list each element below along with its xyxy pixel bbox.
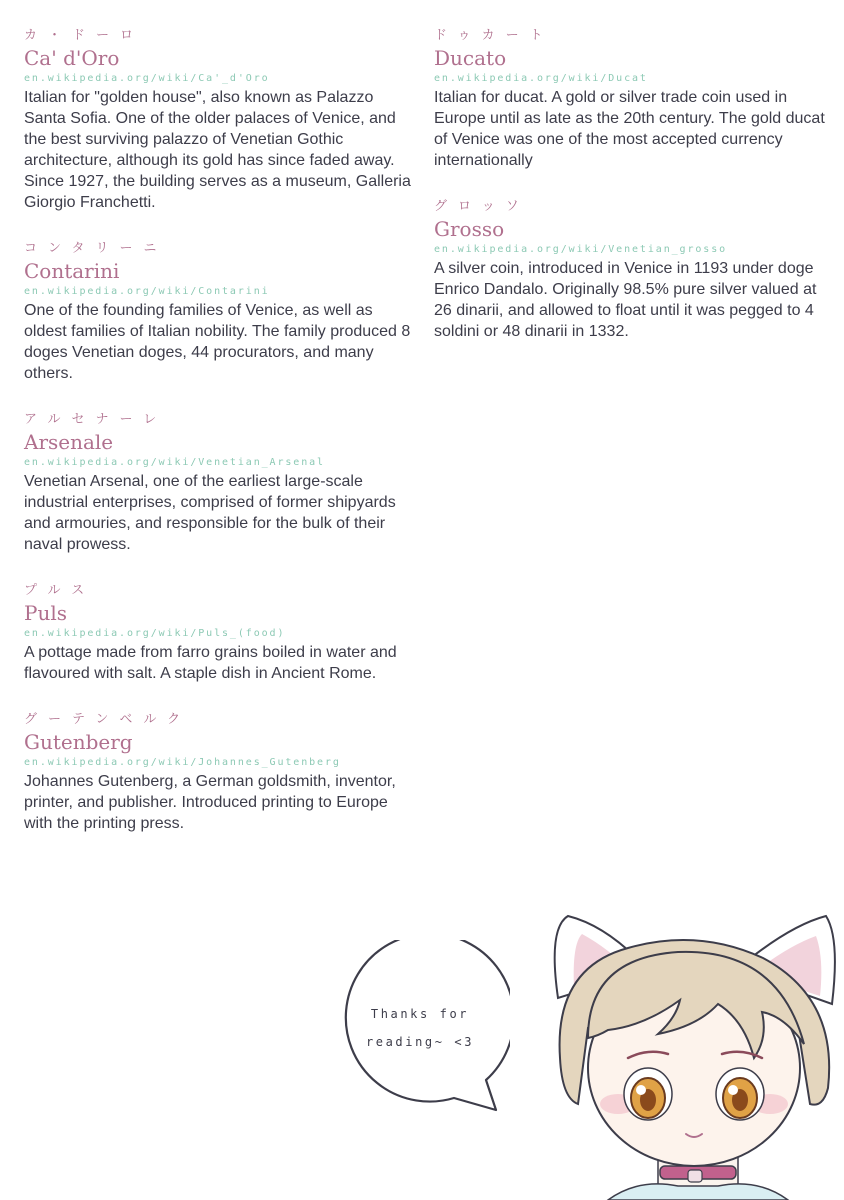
entry-kana: アルセナーレ	[24, 412, 168, 427]
entry-wiki-link[interactable]: en.wikipedia.org/wiki/Ducat	[434, 73, 648, 84]
entry-wiki-link[interactable]: en.wikipedia.org/wiki/Venetian_grosso	[434, 244, 728, 255]
entry-kana: ドゥカート	[434, 28, 554, 43]
entry-wiki-link[interactable]: en.wikipedia.org/wiki/Ca'_d'Oro	[24, 73, 270, 84]
entry-description: Venetian Arsenal, one of the earliest large-scale industrial enterprises, comprised of former shipyards and armouries, and responsible for the bulk of their naval prowess.	[24, 473, 396, 553]
glossary-entry	[24, 581, 416, 684]
entry-term: Contarini	[24, 259, 120, 283]
glossary-entry	[24, 26, 416, 213]
entry-description: A pottage made from farro grains boiled in water and flavoured with salt. A staple dish in Ancient Rome.	[24, 644, 397, 682]
entry-kana: グロッソ	[434, 199, 530, 214]
entry-description: A silver coin, introduced in Venice in 1193 under doge Enrico Dandalo. Originally 98.5% pure silver valued at 26 dinarii, and allowed to float until it was pegged to 4 soldini or 48 dinarii in 1332.	[434, 260, 817, 340]
entry-description: Italian for "golden house", also known as Palazzo Santa Sofia. One of the older palaces of Venice, and the best surviving palazzo of Venetian Gothic architecture, although its gold has since faded away. Since 1927, the building serves as a museum, Galleria Giorgio Franchetti.	[24, 89, 411, 211]
speech-bubble-text	[345, 1000, 495, 1056]
entry-wiki-link[interactable]: en.wikipedia.org/wiki/Venetian_Arsenal	[24, 457, 325, 468]
glossary-left-column	[24, 26, 416, 860]
entry-description: Italian for ducat. A gold or silver trade coin used in Europe until as late as the 20th century. The gold ducat of Venice was one of the most accepted currency internationally	[434, 89, 825, 169]
entry-term: Arsenale	[24, 430, 114, 454]
entry-kana: グーテンベルク	[24, 712, 192, 727]
entry-wiki-link[interactable]: en.wikipedia.org/wiki/Puls_(food)	[24, 628, 286, 639]
speech-line-2: reading~ <3	[365, 1035, 475, 1049]
glossary-entry	[434, 26, 826, 171]
speech-line-1: Thanks for	[370, 1007, 470, 1021]
entry-description: One of the founding families of Venice, as well as oldest families of Italian nobility. The family produced 8 doges Venetian doges, 44 procurators, and many others.	[24, 302, 411, 382]
entry-kana: カ・ドーロ	[24, 28, 145, 43]
entry-term: Grosso	[434, 217, 505, 241]
entry-kana: コンタリーニ	[24, 241, 168, 256]
chibi-catgirl-illustration	[548, 908, 842, 1200]
entry-wiki-link[interactable]: en.wikipedia.org/wiki/Johannes_Gutenberg	[24, 757, 341, 768]
glossary-right-column	[434, 26, 826, 368]
entry-term: Puls	[24, 601, 67, 625]
entry-term: Ca' d'Oro	[24, 46, 120, 70]
entry-term: Gutenberg	[24, 730, 133, 754]
entry-term: Ducato	[434, 46, 507, 70]
entry-kana: プルス	[24, 583, 96, 598]
entry-wiki-link[interactable]: en.wikipedia.org/wiki/Contarini	[24, 286, 270, 297]
glossary-entry	[24, 410, 416, 555]
glossary-entry	[24, 239, 416, 384]
entry-description: Johannes Gutenberg, a German goldsmith, inventor, printer, and publisher. Introduced printing to Europe with the printing press.	[24, 773, 396, 832]
glossary-entry	[24, 710, 416, 834]
glossary-entry	[434, 197, 826, 342]
